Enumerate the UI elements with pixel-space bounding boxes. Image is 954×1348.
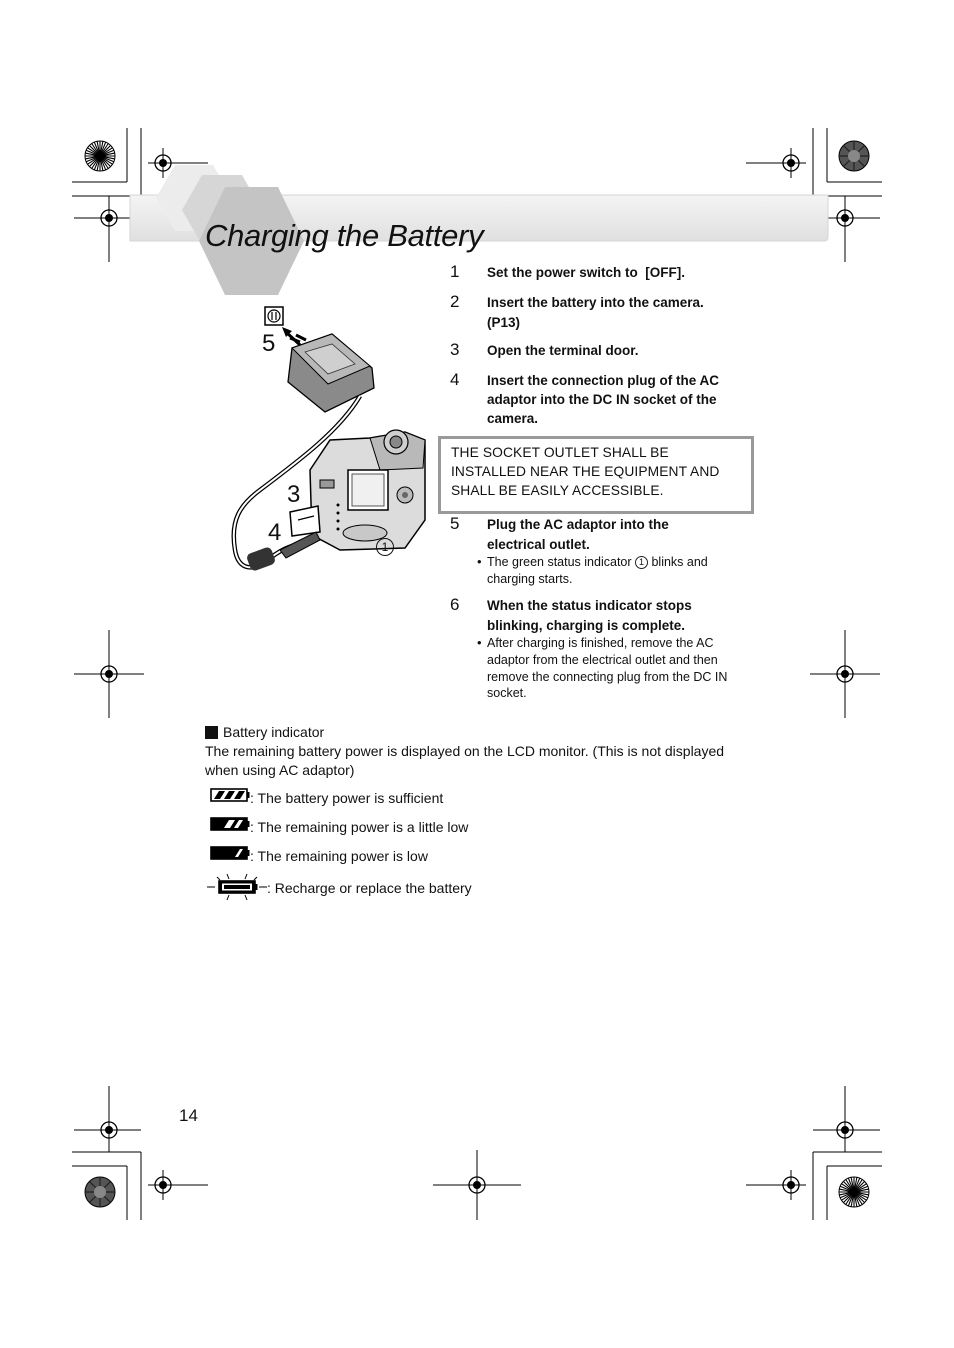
battery-one-third-label: : The remaining power is low <box>250 848 428 864</box>
callout-circle-1-number: 1 <box>381 540 389 554</box>
warning-line-1: THE SOCKET OUTLET SHALL BE <box>451 445 669 460</box>
callout-5: 5 <box>262 330 276 357</box>
status-indicator-circle-1: 1 <box>635 556 648 569</box>
battery-empty-label: : Recharge or replace the battery <box>267 880 472 896</box>
step-6-number: 6 <box>450 595 460 614</box>
battery-heading-marker <box>205 726 218 739</box>
warning-line-2: INSTALLED NEAR THE EQUIPMENT AND <box>451 464 720 479</box>
step-1-number: 1 <box>450 262 460 281</box>
step-3-text: Open the terminal door. <box>487 343 639 358</box>
callout-circle-1 <box>376 538 394 556</box>
step-5-bullet: • <box>477 554 482 569</box>
step-5-text: Plug the AC adaptor into the <box>487 517 669 532</box>
step-3-number: 3 <box>450 340 460 359</box>
step-4-number: 4 <box>450 370 460 389</box>
step-2-number: 2 <box>450 292 460 311</box>
step-5-subtext-line2: charging starts. <box>487 572 573 586</box>
step-1-text: Set the power switch to [OFF]. <box>487 265 686 280</box>
step-6-bullet: • <box>477 635 482 650</box>
step-4-text: Insert the connection plug of the AC <box>487 373 719 388</box>
battery-heading: Battery indicator <box>223 724 325 740</box>
step-5-text-line2: electrical outlet. <box>487 537 590 552</box>
callout-4: 4 <box>268 519 282 546</box>
step-2-text: Insert the battery into the camera. <box>487 295 704 310</box>
step-5-subtext-post: blinks and <box>648 555 708 569</box>
step-4-text-line2: adaptor into the DC IN socket of the <box>487 392 717 407</box>
step-6-subtext-line1: After charging is finished, remove the AC <box>487 636 714 650</box>
step-5-subtext <box>487 554 708 571</box>
step-2-text-line2: (P13) <box>487 315 521 330</box>
battery-one-third-icon <box>210 845 250 861</box>
safety-warning-box <box>438 436 754 514</box>
terminal-door <box>290 506 320 536</box>
step-6-subtext-line3: remove the connecting plug from the DC IN <box>487 670 728 684</box>
callout-3: 3 <box>287 481 301 508</box>
step-5-number: 5 <box>450 514 460 533</box>
page-number: 14 <box>179 1106 198 1125</box>
battery-full-icon <box>210 787 250 803</box>
step-6-text: When the status indicator stops <box>487 598 692 613</box>
battery-two-thirds-label: : The remaining power is a little low <box>250 819 469 835</box>
battery-full-label: : The battery power is sufficient <box>250 790 444 806</box>
connection-plug <box>280 532 320 558</box>
step-4-text-line3: camera. <box>487 411 539 426</box>
battery-two-thirds-icon <box>210 816 250 832</box>
camera-charging-illustration <box>220 300 430 580</box>
warning-line-3: SHALL BE EASILY ACCESSIBLE. <box>451 483 664 498</box>
battery-description-line1: The remaining battery power is displayed on the LCD monitor. (This is not displayed <box>205 743 725 759</box>
step-6-subtext-line4: socket. <box>487 686 527 700</box>
page-title: Charging the Battery <box>205 218 484 253</box>
battery-description-line2: when using AC adaptor) <box>205 762 355 778</box>
step-5-subtext-pre: The green status indicator <box>487 555 635 569</box>
step-6-subtext-line2: adaptor from the electrical outlet and then <box>487 653 718 667</box>
step-6-text-line2: blinking, charging is complete. <box>487 618 686 633</box>
battery-empty-blinking-icon <box>207 874 267 900</box>
